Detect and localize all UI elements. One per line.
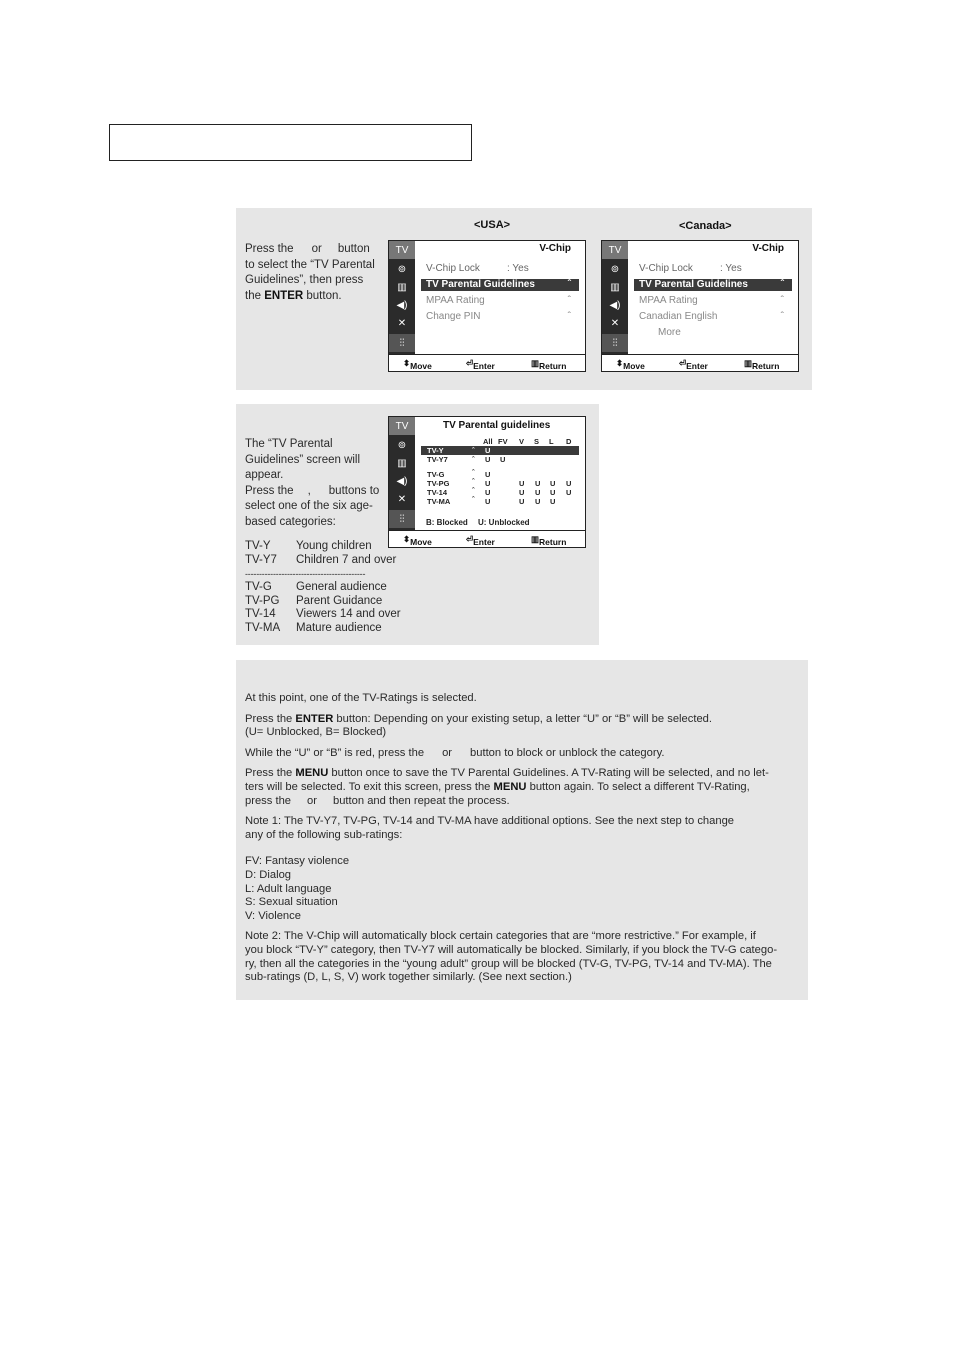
- picture-icon[interactable]: ⊚: [610, 263, 620, 275]
- rating-cell[interactable]: U: [519, 497, 525, 506]
- menu-footer: [602, 354, 798, 371]
- category-list-2: [245, 581, 415, 636]
- text: TV Parental Guidelines: [426, 279, 535, 290]
- text: Note 1: The TV-Y7, TV-PG, TV-14 and TV-MA have additional options. See the next step to change: [245, 815, 735, 828]
- rating-cell[interactable]: U: [519, 488, 525, 497]
- text: button once to save the TV Parental Guidelines. A TV-Rating will be selected, and no let-: [328, 767, 769, 780]
- enter-hint: ⏎ Enter: [679, 358, 708, 371]
- text: (U= Unblocked, B= Blocked): [245, 726, 387, 739]
- category-item: [245, 622, 415, 636]
- tv-parental-guidelines-row[interactable]: [421, 279, 579, 291]
- text: The “TV Parental: [245, 438, 333, 450]
- col-fv: FV: [498, 437, 508, 446]
- text: MPAA Rating: [426, 295, 485, 306]
- return-hint: ▥ Return: [744, 358, 780, 371]
- step1-instructions: [245, 242, 385, 304]
- text: ˆ: [567, 311, 571, 322]
- sound-icon[interactable]: ◀): [396, 299, 408, 311]
- col-all: All: [483, 437, 493, 446]
- usa-label: <USA>: [474, 219, 511, 231]
- category-item: [245, 608, 415, 622]
- text: Guidelines” screen will: [245, 453, 361, 466]
- channel-icon[interactable]: ▥: [610, 281, 620, 293]
- text: Press the: [245, 712, 293, 725]
- rating-mark: ˆ: [472, 446, 475, 455]
- text: Return: [539, 361, 567, 371]
- channel-icon[interactable]: ▥: [397, 281, 407, 293]
- text: TV-PG: [245, 594, 280, 607]
- text: Return: [752, 361, 780, 371]
- text: Canadian English: [639, 311, 718, 322]
- antenna-icon[interactable]: ✕: [397, 493, 407, 505]
- text: based categories:: [245, 515, 336, 528]
- text: button and then repeat the process.: [332, 794, 510, 807]
- move-hint: ⬍ Move: [616, 358, 645, 371]
- text: Young children: [296, 540, 372, 552]
- tv-tab[interactable]: TV: [389, 417, 415, 435]
- text: TV-Y7: [245, 553, 277, 566]
- text: TV Parental Guidelines: [639, 279, 748, 290]
- rating-cell[interactable]: U: [485, 497, 491, 506]
- picture-icon[interactable]: ⊚: [397, 439, 407, 451]
- text: Move: [623, 361, 645, 371]
- rating-cell[interactable]: U: [550, 479, 556, 488]
- rating-cell[interactable]: U: [535, 497, 541, 506]
- text: MPAA Rating: [639, 295, 698, 306]
- rating-cell[interactable]: U: [485, 446, 491, 455]
- text: ˆ: [780, 311, 784, 322]
- menu-title: V-Chip: [539, 243, 571, 254]
- text: TV-MA: [245, 622, 281, 635]
- rating-cell[interactable]: U: [500, 455, 506, 464]
- setup-icon[interactable]: ⫶⫶: [389, 334, 415, 352]
- more-row[interactable]: [634, 327, 792, 339]
- text: Enter: [473, 537, 495, 547]
- col-v: V: [519, 437, 525, 446]
- text: Return: [539, 537, 567, 547]
- text: appear.: [245, 469, 284, 481]
- text: Parent Guidance: [296, 594, 383, 607]
- text: Viewers 14 and over: [296, 608, 401, 621]
- category-divider: -------------------------------------------: [245, 569, 366, 579]
- text: button: Depending on your existing setup, a letter “U” or “B” will be selected.: [333, 712, 713, 725]
- step2-instructions: [245, 437, 385, 530]
- text: the: [245, 289, 261, 302]
- text: press the: [245, 794, 292, 807]
- rating-cell[interactable]: U: [535, 479, 541, 488]
- col-l: L: [549, 437, 554, 446]
- return-hint: ▥ Return: [531, 358, 567, 371]
- move-hint: ⬍ Move: [403, 358, 432, 371]
- text: TV-G: [245, 581, 272, 593]
- rating-code[interactable]: TV-PG: [427, 479, 450, 488]
- canada-label: <Canada>: [679, 220, 732, 232]
- notes-text: [245, 692, 805, 985]
- text: button.: [306, 289, 342, 302]
- setup-icon[interactable]: ⫶⫶: [389, 510, 415, 528]
- setup-icon[interactable]: ⫶⫶: [602, 334, 628, 352]
- tv-tab[interactable]: TV: [602, 241, 628, 259]
- text: V-Chip Lock: [639, 263, 693, 274]
- rating-mark: ˆ: [472, 468, 475, 477]
- change-pin-row[interactable]: [421, 311, 579, 323]
- subrating-item: D: Dialog: [245, 868, 292, 881]
- text: or: [311, 243, 322, 255]
- rating-code[interactable]: TV-Y: [427, 446, 444, 455]
- tv-parental-guidelines-row[interactable]: [634, 279, 792, 291]
- text: button: [337, 243, 370, 255]
- vchip-menu-canada: [601, 240, 799, 372]
- text: select one of the six age-: [245, 500, 373, 512]
- tv-parental-guidelines-menu: [388, 416, 586, 548]
- vchip-lock-row[interactable]: [634, 263, 792, 275]
- rating-code[interactable]: TV-Y7: [427, 455, 448, 464]
- rating-cell[interactable]: U: [485, 470, 491, 479]
- text: ENTER: [264, 289, 304, 302]
- text: ˆ: [780, 295, 784, 306]
- sound-icon[interactable]: ◀): [609, 299, 621, 311]
- tv-tab[interactable]: TV: [389, 241, 415, 259]
- text: Press the: [245, 484, 294, 497]
- legend-unblocked: U: Unblocked: [478, 518, 530, 527]
- category-item: [245, 595, 415, 609]
- subrating-item: V: Violence: [245, 909, 301, 922]
- text: More: [658, 327, 681, 338]
- category-item: [245, 581, 415, 595]
- menu-footer: [389, 354, 585, 371]
- rating-cell[interactable]: U: [519, 479, 525, 488]
- text: button again. To select a different TV-Rating,: [526, 780, 750, 793]
- text: Move: [410, 537, 432, 547]
- text: Note 2: The V-Chip will automatically block certain categories that are “more restrictive.” For example, if: [245, 930, 756, 943]
- rating-code[interactable]: TV-G: [427, 470, 445, 479]
- text: : Yes: [507, 263, 529, 274]
- category-item: [245, 554, 415, 568]
- rating-cell[interactable]: U: [566, 488, 572, 497]
- text: While the “U” or “B” is red, press the: [245, 746, 425, 759]
- text: Press the: [245, 767, 293, 780]
- menu-title: TV Parental guidelines: [443, 420, 551, 431]
- sound-icon[interactable]: ◀): [396, 475, 408, 487]
- text: : Yes: [720, 263, 742, 274]
- text: TV-14: [245, 608, 276, 621]
- enter-hint: ⏎ Enter: [466, 358, 495, 371]
- text: ENTER: [295, 712, 334, 725]
- rating-mark: ˆ: [472, 455, 475, 464]
- enter-hint: ⏎ Enter: [466, 534, 495, 547]
- mpaa-rating-row[interactable]: [421, 295, 579, 307]
- menu-title: V-Chip: [752, 243, 784, 254]
- text: Change PIN: [426, 311, 481, 322]
- rating-mark: ˆ: [472, 477, 475, 486]
- text: buttons to: [328, 484, 380, 497]
- subrating-item: S: Sexual situation: [245, 896, 338, 909]
- rating-cell[interactable]: U: [550, 488, 556, 497]
- rating-code[interactable]: TV-MA: [427, 497, 451, 506]
- rating-cell[interactable]: U: [566, 479, 572, 488]
- subrating-item: L: Adult language: [245, 882, 332, 895]
- canadian-english-row[interactable]: [634, 311, 792, 323]
- menu-footer: [389, 530, 585, 547]
- text: TV-Y: [245, 540, 271, 552]
- channel-icon[interactable]: ▥: [397, 457, 407, 469]
- text: ters will be selected. To exit this screen, press the: [245, 780, 491, 793]
- move-hint: ⬍ Move: [403, 534, 432, 547]
- picture-icon[interactable]: ⊚: [397, 263, 407, 275]
- text: Move: [410, 361, 432, 371]
- text: any of the following sub-ratings:: [245, 828, 403, 841]
- col-d: D: [566, 437, 572, 446]
- text: or: [442, 746, 453, 759]
- vchip-lock-row[interactable]: [421, 263, 579, 275]
- text: General audience: [296, 581, 387, 593]
- text: ry, then all the categories in the “young adult” group will be blocked (TV-G, TV-PG, TV-14 and TV-MA). The: [245, 957, 772, 970]
- text: ˆ: [780, 279, 784, 290]
- rating-cell[interactable]: U: [485, 455, 491, 464]
- text: to select the “TV Parental: [245, 258, 375, 271]
- text: Enter: [473, 361, 495, 371]
- text: Guidelines”, then press: [245, 274, 364, 286]
- text: ,: [307, 484, 311, 497]
- subrating-item: FV: Fantasy violence: [245, 855, 350, 868]
- vchip-menu-usa: [388, 240, 586, 372]
- text: Children 7 and over: [296, 553, 397, 566]
- rating-mark: ˆ: [472, 495, 475, 504]
- text: V-Chip Lock: [426, 263, 480, 274]
- text: Press the: [245, 243, 294, 255]
- section-title-box: [109, 124, 472, 161]
- rating-cell[interactable]: U: [550, 497, 556, 506]
- legend-blocked: B: Blocked: [426, 518, 468, 527]
- text: Enter: [686, 361, 708, 371]
- rating-cell[interactable]: U: [485, 479, 491, 488]
- rating-row-selected[interactable]: [421, 446, 579, 455]
- text: ˆ: [567, 279, 571, 290]
- rating-mark: ˆ: [472, 486, 475, 495]
- mpaa-rating-row[interactable]: [634, 295, 792, 307]
- col-s: S: [534, 437, 540, 446]
- return-hint: ▥ Return: [531, 534, 567, 547]
- text: MENU: [295, 767, 329, 780]
- antenna-icon[interactable]: ✕: [610, 317, 620, 329]
- rating-cell[interactable]: U: [535, 488, 541, 497]
- antenna-icon[interactable]: ✕: [397, 317, 407, 329]
- text: MENU: [493, 780, 527, 793]
- text: or: [307, 794, 317, 807]
- text: button to block or unblock the category.: [470, 746, 665, 759]
- text: you block “TV-Y” category, then TV-Y7 will automatically be blocked. Similarly, if you block the TV-G catego-: [245, 943, 778, 956]
- text: Mature audience: [296, 622, 382, 635]
- text: At this point, one of the TV-Ratings is selected.: [245, 692, 477, 704]
- rating-cell[interactable]: U: [485, 488, 491, 497]
- rating-code[interactable]: TV-14: [427, 488, 448, 497]
- text: ˆ: [567, 295, 571, 306]
- text: sub-ratings (D, L, S, V) work together similarly. (See next section.): [245, 971, 572, 984]
